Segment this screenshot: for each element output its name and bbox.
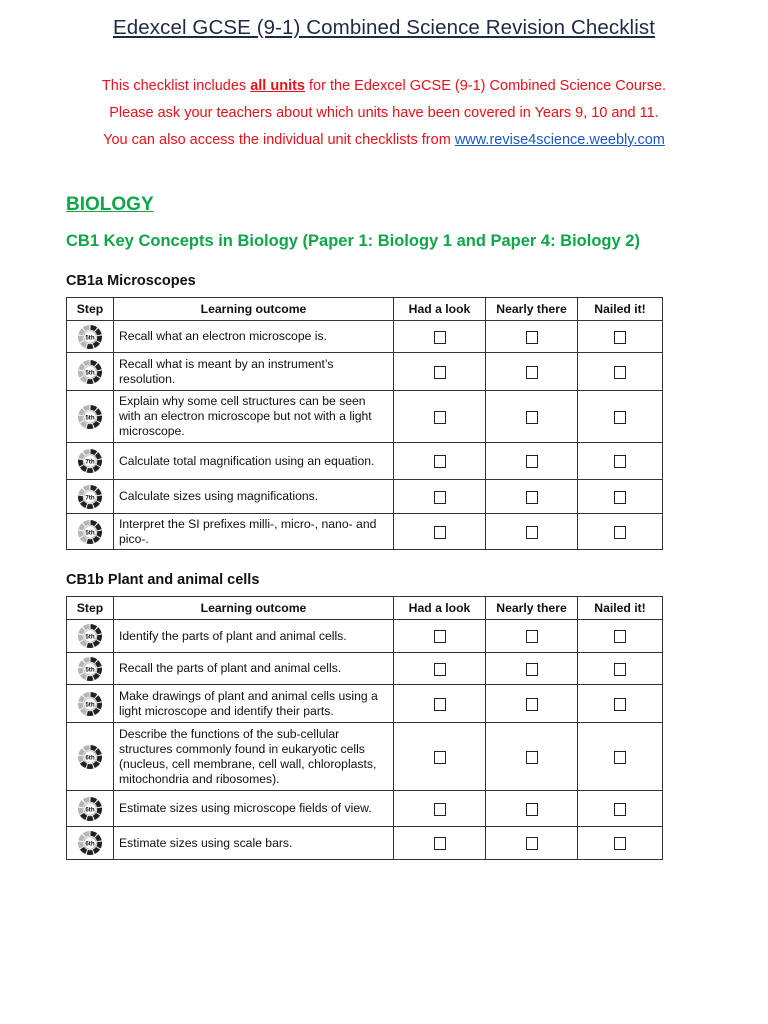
step-badge-segment bbox=[78, 488, 85, 495]
nearly-there-cell bbox=[486, 480, 578, 514]
table-header-row bbox=[67, 597, 663, 620]
had-a-look-cell bbox=[394, 443, 486, 480]
step-badge-segment bbox=[90, 692, 97, 698]
had-a-look-cell bbox=[394, 653, 486, 685]
nailed-it-cell bbox=[578, 321, 663, 353]
nailed-it-checkbox[interactable] bbox=[614, 331, 626, 344]
intro-emphasis: all units bbox=[250, 78, 305, 94]
nearly-there-cell bbox=[486, 791, 578, 827]
step-badge-segment bbox=[83, 745, 90, 751]
step-badge-segment bbox=[96, 667, 102, 674]
nailed-it-checkbox[interactable] bbox=[614, 698, 626, 711]
step-cell bbox=[67, 653, 114, 685]
table-row bbox=[67, 723, 663, 791]
step-badge-segment bbox=[90, 520, 97, 526]
had-a-look-checkbox[interactable] bbox=[434, 698, 446, 711]
had-a-look-checkbox[interactable] bbox=[434, 331, 446, 344]
checklist-table-cb1a bbox=[66, 297, 663, 550]
step-badge-segment bbox=[83, 624, 90, 630]
had-a-look-checkbox[interactable] bbox=[434, 751, 446, 764]
nailed-it-checkbox[interactable] bbox=[614, 751, 626, 764]
nailed-it-checkbox[interactable] bbox=[614, 526, 626, 539]
step-badge-segment bbox=[90, 485, 97, 491]
learning-outcome: Recall the parts of plant and animal cells. bbox=[114, 653, 394, 685]
step-badge-label: 6th bbox=[85, 840, 95, 848]
learning-outcome: Identify the parts of plant and animal cells. bbox=[114, 620, 394, 653]
step-badge-segment bbox=[78, 842, 84, 849]
table-row bbox=[67, 514, 663, 550]
nearly-there-checkbox[interactable] bbox=[526, 837, 538, 850]
had-a-look-cell bbox=[394, 321, 486, 353]
step-badge-icon bbox=[77, 796, 103, 822]
step-badge-segment bbox=[83, 520, 90, 526]
step-badge-segment bbox=[78, 800, 85, 807]
step-badge-segment bbox=[86, 763, 93, 768]
nearly-there-cell bbox=[486, 653, 578, 685]
step-badge-segment bbox=[90, 831, 97, 837]
step-badge-segment bbox=[90, 360, 97, 366]
table-row bbox=[67, 620, 663, 653]
nailed-it-checkbox[interactable] bbox=[614, 663, 626, 676]
nailed-it-cell bbox=[578, 443, 663, 480]
step-badge-segment bbox=[83, 405, 90, 411]
step-badge-segment bbox=[95, 452, 102, 459]
step-badge-icon bbox=[77, 744, 103, 770]
step-badge-segment bbox=[96, 495, 102, 502]
had-a-look-cell bbox=[394, 353, 486, 391]
step-badge-label: 5th bbox=[85, 413, 95, 421]
step-badge-segment bbox=[96, 530, 102, 537]
nearly-there-cell bbox=[486, 321, 578, 353]
step-badge-segment bbox=[90, 325, 97, 331]
intro-text: for the Edexcel GCSE (9-1) Combined Science Course. bbox=[305, 78, 667, 94]
step-badge-segment bbox=[83, 657, 90, 663]
step-badge-segment bbox=[95, 523, 102, 530]
learning-outcome: Estimate sizes using microscope fields of view. bbox=[114, 791, 394, 827]
step-badge-segment bbox=[95, 408, 102, 415]
step-badge-icon bbox=[77, 484, 103, 510]
intro-line-2: Please ask your teachers about which units have been covered in Years 9, 10 and 11. bbox=[109, 105, 659, 121]
step-badge-label: 7th bbox=[85, 493, 95, 501]
step-badge-icon bbox=[77, 404, 103, 430]
step-badge-segment bbox=[96, 755, 102, 762]
intro-line-1 bbox=[0, 78, 768, 94]
step-badge-segment bbox=[78, 452, 85, 459]
nailed-it-cell bbox=[578, 653, 663, 685]
nailed-it-cell bbox=[578, 514, 663, 550]
nearly-there-header: Nearly there bbox=[486, 298, 578, 321]
had-a-look-checkbox[interactable] bbox=[434, 491, 446, 504]
step-badge-icon bbox=[77, 623, 103, 649]
step-cell bbox=[67, 480, 114, 514]
intro-text: You can also access the individual unit checklists from bbox=[103, 132, 455, 148]
unit-title: CB1 Key Concepts in Biology (Paper 1: Biology 1 and Paper 4: Biology 2) bbox=[66, 232, 640, 250]
step-badge-label: 6th bbox=[85, 753, 95, 761]
step-cell bbox=[67, 791, 114, 827]
learning-outcome: Calculate sizes using magnifications. bbox=[114, 480, 394, 514]
learning-outcome: Recall what an electron microscope is. bbox=[114, 321, 394, 353]
nearly-there-cell bbox=[486, 391, 578, 443]
step-badge-segment bbox=[86, 538, 93, 543]
website-link[interactable]: www.revise4science.weebly.com bbox=[454, 132, 665, 148]
nearly-there-checkbox[interactable] bbox=[526, 803, 538, 816]
step-badge-segment bbox=[78, 363, 85, 370]
had-a-look-checkbox[interactable] bbox=[434, 455, 446, 468]
step-badge-segment bbox=[78, 415, 84, 422]
step-badge-segment bbox=[95, 834, 102, 841]
step-badge-segment bbox=[78, 807, 84, 814]
step-badge-segment bbox=[96, 807, 102, 814]
step-badge-segment bbox=[95, 660, 102, 667]
outcome-header: Learning outcome bbox=[114, 597, 394, 620]
had-a-look-checkbox[interactable] bbox=[434, 411, 446, 424]
had-a-look-cell bbox=[394, 827, 486, 860]
had-a-look-cell bbox=[394, 480, 486, 514]
step-badge-segment bbox=[78, 627, 85, 634]
nailed-it-checkbox[interactable] bbox=[614, 411, 626, 424]
step-badge-segment bbox=[90, 405, 97, 411]
learning-outcome: Estimate sizes using scale bars. bbox=[114, 827, 394, 860]
step-badge-segment bbox=[83, 831, 90, 837]
step-badge-icon bbox=[77, 448, 103, 474]
step-badge-icon bbox=[77, 324, 103, 350]
step-badge-segment bbox=[83, 449, 90, 455]
step-badge-segment bbox=[90, 745, 97, 751]
step-badge-segment bbox=[78, 370, 84, 377]
nearly-there-checkbox[interactable] bbox=[526, 331, 538, 344]
table-header-row bbox=[67, 298, 663, 321]
nailed-it-header: Nailed it! bbox=[578, 298, 663, 321]
nearly-there-cell bbox=[486, 443, 578, 480]
learning-outcome: Recall what is meant by an instrument’s resolution. bbox=[114, 353, 394, 391]
nailed-it-checkbox[interactable] bbox=[614, 837, 626, 850]
step-badge-segment bbox=[86, 423, 93, 428]
nearly-there-checkbox[interactable] bbox=[526, 663, 538, 676]
nearly-there-checkbox[interactable] bbox=[526, 630, 538, 643]
step-badge-segment bbox=[86, 378, 93, 383]
step-badge-segment bbox=[78, 660, 85, 667]
intro-line-3 bbox=[0, 132, 768, 148]
step-cell bbox=[67, 391, 114, 443]
step-badge-segment bbox=[78, 702, 84, 709]
had-a-look-cell bbox=[394, 685, 486, 723]
step-badge-segment bbox=[78, 834, 85, 841]
step-cell bbox=[67, 321, 114, 353]
step-badge-segment bbox=[78, 755, 84, 762]
step-badge-segment bbox=[90, 657, 97, 663]
table-row bbox=[67, 391, 663, 443]
nearly-there-checkbox[interactable] bbox=[526, 455, 538, 468]
table-row bbox=[67, 321, 663, 353]
had-a-look-checkbox[interactable] bbox=[434, 803, 446, 816]
step-badge-segment bbox=[78, 530, 84, 537]
step-cell bbox=[67, 723, 114, 791]
table-title-cb1a: CB1a Microscopes bbox=[66, 273, 196, 289]
step-badge-segment bbox=[86, 468, 93, 473]
step-cell bbox=[67, 827, 114, 860]
step-badge-segment bbox=[96, 842, 102, 849]
step-badge-segment bbox=[95, 800, 102, 807]
step-badge-segment bbox=[90, 449, 97, 455]
nearly-there-checkbox[interactable] bbox=[526, 491, 538, 504]
table-row bbox=[67, 685, 663, 723]
had-a-look-cell bbox=[394, 514, 486, 550]
step-badge-segment bbox=[78, 667, 84, 674]
table-title-cb1b: CB1b Plant and animal cells bbox=[66, 572, 260, 588]
checklist-table-cb1b bbox=[66, 596, 663, 860]
step-badge-segment bbox=[78, 635, 84, 642]
step-badge-segment bbox=[86, 503, 93, 508]
nailed-it-cell bbox=[578, 620, 663, 653]
step-badge-segment bbox=[86, 850, 93, 855]
had-a-look-cell bbox=[394, 391, 486, 443]
nearly-there-checkbox[interactable] bbox=[526, 526, 538, 539]
had-a-look-checkbox[interactable] bbox=[434, 630, 446, 643]
step-badge-label: 5th bbox=[85, 665, 95, 673]
table-row bbox=[67, 653, 663, 685]
step-badge-label: 5th bbox=[85, 528, 95, 536]
nearly-there-checkbox[interactable] bbox=[526, 366, 538, 379]
had-a-look-cell bbox=[394, 620, 486, 653]
nearly-there-checkbox[interactable] bbox=[526, 411, 538, 424]
step-badge-icon bbox=[77, 691, 103, 717]
step-badge-segment bbox=[83, 485, 90, 491]
step-cell bbox=[67, 685, 114, 723]
had-a-look-checkbox[interactable] bbox=[434, 837, 446, 850]
step-badge-segment bbox=[78, 748, 85, 755]
nearly-there-header: Nearly there bbox=[486, 597, 578, 620]
step-header: Step bbox=[67, 298, 114, 321]
table-row bbox=[67, 443, 663, 480]
step-badge-segment bbox=[78, 495, 84, 502]
step-badge-label: 5th bbox=[85, 333, 95, 341]
step-badge-segment bbox=[95, 488, 102, 495]
learning-outcome: Explain why some cell structures can be seen with an electron microscope but not with a light microscope. bbox=[114, 391, 394, 443]
step-badge-segment bbox=[78, 460, 84, 467]
nailed-it-checkbox[interactable] bbox=[614, 491, 626, 504]
nailed-it-checkbox[interactable] bbox=[614, 455, 626, 468]
nailed-it-checkbox[interactable] bbox=[614, 366, 626, 379]
step-badge-icon bbox=[77, 359, 103, 385]
step-badge-segment bbox=[96, 335, 102, 342]
learning-outcome: Describe the functions of the sub-cellular structures commonly found in eukaryotic cells (nucleus, cell membrane, cell wall, chloroplasts, mitochondria and ribosomes). bbox=[114, 723, 394, 791]
step-badge-label: 7th bbox=[85, 458, 95, 466]
step-badge-segment bbox=[95, 627, 102, 634]
section-title: BIOLOGY bbox=[66, 194, 154, 215]
step-badge-segment bbox=[95, 363, 102, 370]
learning-outcome: Interpret the SI prefixes milli-, micro-, nano- and pico-. bbox=[114, 514, 394, 550]
nailed-it-cell bbox=[578, 480, 663, 514]
step-header: Step bbox=[67, 597, 114, 620]
had-a-look-checkbox[interactable] bbox=[434, 663, 446, 676]
nearly-there-checkbox[interactable] bbox=[526, 751, 538, 764]
nailed-it-checkbox[interactable] bbox=[614, 803, 626, 816]
nailed-it-checkbox[interactable] bbox=[614, 630, 626, 643]
step-badge-segment bbox=[78, 408, 85, 415]
step-badge-segment bbox=[86, 710, 93, 715]
nailed-it-header: Nailed it! bbox=[578, 597, 663, 620]
step-cell bbox=[67, 514, 114, 550]
table-row bbox=[67, 791, 663, 827]
nailed-it-cell bbox=[578, 353, 663, 391]
step-badge-segment bbox=[86, 675, 93, 680]
step-cell bbox=[67, 353, 114, 391]
step-badge-segment bbox=[96, 635, 102, 642]
nearly-there-cell bbox=[486, 723, 578, 791]
step-badge-segment bbox=[95, 748, 102, 755]
step-badge-segment bbox=[86, 643, 93, 648]
step-badge-segment bbox=[78, 335, 84, 342]
nailed-it-cell bbox=[578, 791, 663, 827]
had-a-look-checkbox[interactable] bbox=[434, 366, 446, 379]
nailed-it-cell bbox=[578, 391, 663, 443]
step-badge-segment bbox=[90, 797, 97, 803]
table-row bbox=[67, 827, 663, 860]
outcome-header: Learning outcome bbox=[114, 298, 394, 321]
learning-outcome: Calculate total magnification using an equation. bbox=[114, 443, 394, 480]
nailed-it-cell bbox=[578, 685, 663, 723]
page-title: Edexcel GCSE (9-1) Combined Science Revision Checklist bbox=[112, 16, 656, 39]
learning-outcome: Make drawings of plant and animal cells using a light microscope and identify their parts. bbox=[114, 685, 394, 723]
step-badge-label: 5th bbox=[85, 368, 95, 376]
nearly-there-cell bbox=[486, 620, 578, 653]
had-a-look-cell bbox=[394, 791, 486, 827]
nearly-there-cell bbox=[486, 353, 578, 391]
step-badge-segment bbox=[95, 328, 102, 335]
nearly-there-cell bbox=[486, 685, 578, 723]
step-badge-icon bbox=[77, 656, 103, 682]
step-badge-icon bbox=[77, 830, 103, 856]
step-badge-segment bbox=[96, 370, 102, 377]
step-cell bbox=[67, 620, 114, 653]
step-badge-label: 5th bbox=[85, 700, 95, 708]
table-row bbox=[67, 353, 663, 391]
step-badge-segment bbox=[83, 325, 90, 331]
step-badge-label: 6th bbox=[85, 805, 95, 813]
had-a-look-header: Had a look bbox=[394, 298, 486, 321]
had-a-look-header: Had a look bbox=[394, 597, 486, 620]
nearly-there-cell bbox=[486, 514, 578, 550]
nailed-it-cell bbox=[578, 827, 663, 860]
step-badge-segment bbox=[83, 360, 90, 366]
step-badge-segment bbox=[86, 815, 93, 820]
step-cell bbox=[67, 443, 114, 480]
intro-text: This checklist includes bbox=[101, 78, 251, 94]
step-badge-segment bbox=[78, 328, 85, 335]
nearly-there-checkbox[interactable] bbox=[526, 698, 538, 711]
step-badge-segment bbox=[90, 624, 97, 630]
had-a-look-cell bbox=[394, 723, 486, 791]
step-badge-segment bbox=[78, 523, 85, 530]
step-badge-icon bbox=[77, 519, 103, 545]
had-a-look-checkbox[interactable] bbox=[434, 526, 446, 539]
step-badge-segment bbox=[96, 460, 102, 467]
step-badge-segment bbox=[83, 797, 90, 803]
step-badge-segment bbox=[78, 695, 85, 702]
step-badge-segment bbox=[86, 343, 93, 348]
table-row bbox=[67, 480, 663, 514]
nailed-it-cell bbox=[578, 723, 663, 791]
step-badge-segment bbox=[96, 702, 102, 709]
nearly-there-cell bbox=[486, 827, 578, 860]
step-badge-label: 5th bbox=[85, 633, 95, 641]
step-badge-segment bbox=[83, 692, 90, 698]
step-badge-segment bbox=[95, 695, 102, 702]
step-badge-segment bbox=[96, 415, 102, 422]
